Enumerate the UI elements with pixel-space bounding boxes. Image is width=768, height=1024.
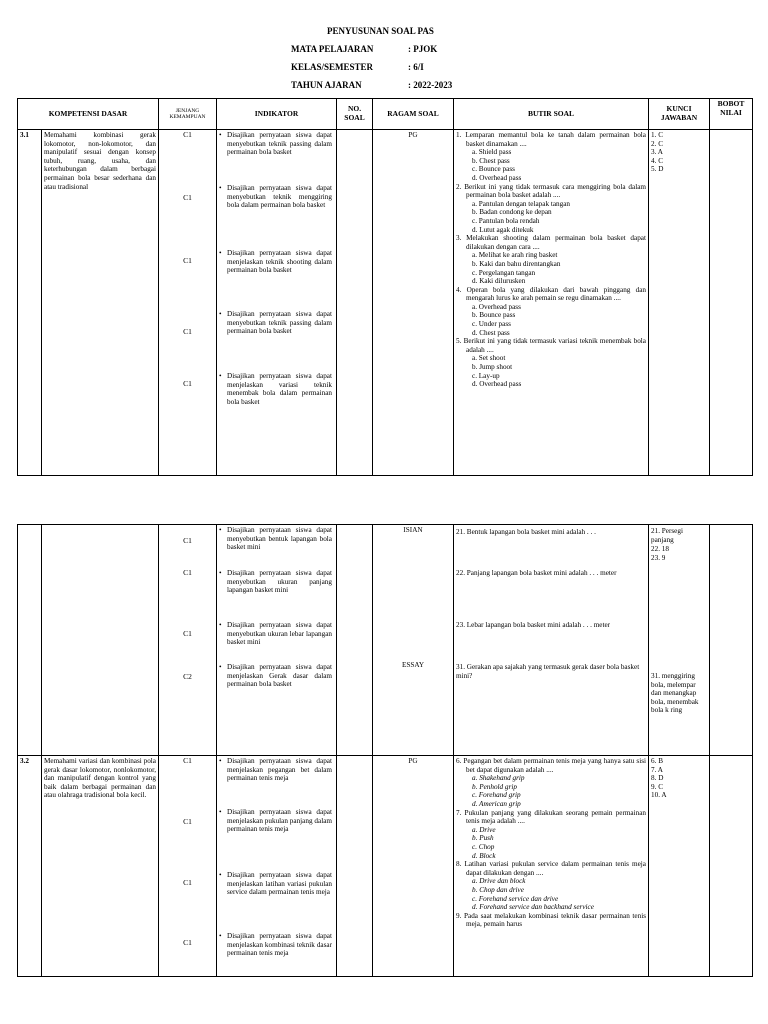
level: C1 (183, 756, 192, 765)
level: C1 (183, 256, 192, 265)
question: 6. Pegangan bet dalam permainan tenis meja yang hanya satu sisi bet dapat digunakan adalah .... (456, 757, 646, 774)
col-butir-soal: BUTIR SOAL (454, 99, 649, 130)
answer-key: 7. A (651, 765, 663, 774)
indicator: • Disajikan pernyataan siswa dapat menyebutkan teknik passing dalam permainan bola basket (219, 310, 332, 336)
option-text: a. Drive dan block (472, 877, 526, 886)
option: b. Bounce pass (472, 311, 516, 320)
option: a. Pantulan dengan telapak tangan (472, 199, 570, 208)
option (456, 826, 646, 835)
answer-key: 23. 9 (651, 554, 666, 562)
option (456, 800, 646, 809)
kd-text (42, 525, 159, 756)
option: d. Lutut agak ditekuk (472, 225, 534, 234)
kd-number: 3.2 (18, 756, 42, 977)
indicator: • Disajikan pernyataan siswa dapat menjelaskan latihan variasi pukulan service dalam permainan tenis meja (219, 871, 332, 897)
col-indikator: INDIKATOR (217, 99, 337, 130)
indicator: • Disajikan pernyataan siswa dapat menjelaskan kombinasi teknik dasar permainan tenis meja (219, 932, 332, 958)
option (456, 774, 646, 783)
level: C1 (183, 568, 192, 577)
ragam-soal: ESSAY (401, 661, 425, 669)
indicator-cell (217, 756, 337, 977)
option: d. Overhead pass (472, 380, 522, 389)
option: b. Badan condong ke depan (472, 208, 552, 217)
option-text: d. Forehand service dan backhand service (472, 903, 594, 912)
question: 8. Latihan variasi pukulan service dalam permainan tenis meja dapat dilakukan dengan .... (456, 860, 646, 877)
col-ragam-soal: RAGAM SOAL (373, 99, 454, 130)
indicator: • Disajikan pernyataan siswa dapat menyebutkan ukuran panjang lapangan basket mini (219, 569, 332, 595)
answer-key-cell (649, 525, 710, 756)
option-text: c. Forehand service dan drive (472, 894, 559, 903)
option: c. Lay-up (472, 371, 500, 380)
kd-number (18, 525, 42, 756)
answer-key: 22. 18 (651, 545, 669, 553)
ragam-soal: ISIAN (403, 526, 423, 534)
no-soal-cell (337, 130, 373, 476)
page-title: PENYUSUNAN SOAL PAS (327, 26, 434, 36)
option (456, 852, 646, 861)
col-no-soal: NO. SOAL (337, 99, 373, 130)
option (456, 791, 646, 800)
no-soal-cell (337, 756, 373, 977)
option (456, 783, 646, 792)
level: C1 (183, 327, 192, 336)
ragam-soal-cell (373, 525, 454, 756)
question-table-1 (17, 98, 753, 476)
answer-key-cell (649, 756, 710, 977)
option (456, 843, 646, 852)
level: C1 (183, 629, 192, 638)
level: C1 (183, 193, 192, 202)
answer-key: 21. Persegi panjang (651, 527, 683, 544)
col-kompetensi-dasar: KOMPETENSI DASAR (18, 99, 159, 130)
indicator: • Disajikan pernyataan siswa dapat menyebutkan ukuran lebar lapangan basket mini (219, 621, 332, 647)
kd-text: Memahami variasi dan kombinasi pola gerak dasar lokomotor, nonlokomotor, dan manipulatif dengan kontrol yang baik dalam berbagai permainan dan atau olahraga tradisional bola kecil. (42, 756, 159, 977)
option-text: b. Push (472, 834, 494, 843)
option: a. Melihat ke arah ring basket (472, 251, 558, 260)
question: 21. Bentuk lapangan bola basket mini adalah . . . (456, 528, 596, 536)
option-text: c. Chop (472, 842, 495, 851)
answer-key: 4. C (651, 156, 663, 165)
option-text: b. Chop dan drive (472, 885, 524, 894)
level: C1 (183, 817, 192, 826)
bobot-cell (710, 130, 753, 476)
level: C1 (183, 130, 192, 139)
subject-label: MATA PELAJARAN (291, 44, 374, 54)
level: C1 (183, 536, 192, 545)
indicator-cell (217, 130, 337, 476)
option (456, 877, 646, 886)
option: b. Jump shoot (472, 363, 513, 372)
option (456, 903, 646, 912)
indicator: • Disajikan pernyataan siswa dapat menyebutkan teknik menggiring bola dalam permainan bola basket (219, 184, 332, 210)
option: c. Under pass (472, 320, 511, 329)
indicator-cell (217, 525, 337, 756)
option (456, 895, 646, 904)
class-value: : 6/I (408, 62, 424, 72)
option: b. Chest pass (472, 156, 510, 165)
year-value: : 2022-2023 (408, 80, 453, 90)
option: a. Set shoot (472, 354, 506, 363)
ragam-soal: PG (373, 756, 454, 977)
option: d. Kaki dilurusken (472, 277, 526, 286)
answer-key: 1. C (651, 131, 663, 139)
question: 31. Gerakan apa sajakah yang termasuk gerak daser bola basket mini? (456, 663, 640, 680)
butir-soal-cell (454, 130, 649, 476)
question-table-2 (17, 524, 753, 977)
kd-number: 3.1 (18, 130, 42, 476)
question: 2. Berikut ini yang tidak termasuk cara menggiring bola dalam permainan bola basket adalah .... (456, 182, 646, 200)
bobot-cell (710, 525, 753, 756)
answer-key: 8. D (651, 774, 664, 783)
bobot-cell (710, 756, 753, 977)
question: 1. Lemparan memantul bola ke tanah dalam permainan bola basket dinamakan .... (456, 131, 646, 148)
answer-key: 5. D (651, 165, 664, 174)
option-text: b. Penhold grip (472, 782, 517, 791)
option-text: a. Drive (472, 825, 496, 834)
answer-key-cell (649, 130, 710, 476)
question: 23. Lebar lapangan bola basket mini adalah . . . meter (456, 621, 611, 629)
question: 4. Operan bola yang dilakukan dari bawah pinggang dan mengarah lurus ke arah pemain se regu dinamakan .... (456, 285, 646, 303)
ragam-soal: PG (373, 130, 454, 476)
option: a. Overhead pass (472, 302, 521, 311)
indicator: • Disajikan pernyataan siswa dapat menyebutkan bentuk lapangan bola basket mini (219, 526, 332, 552)
option (456, 834, 646, 843)
class-label: KELAS/SEMESTER (291, 62, 374, 72)
level: C1 (183, 938, 192, 947)
butir-soal-cell (454, 756, 649, 977)
option: d. Overhead pass (472, 173, 522, 182)
option: d. Chest pass (472, 328, 510, 337)
option: c. Pantulan bola rendah (472, 216, 540, 225)
question: 3. Melakukan shooting dalam permainan bola basket dapat dilakukan dengan cara .... (456, 234, 646, 251)
level: C2 (183, 672, 192, 681)
level-cell (159, 756, 217, 977)
kd-text: Memahami kombinasi gerak lokomotor, non-lokomotor, dan manipulatif sesuai dengan konsep tubuh, ruang, usaha, dan keterhubungan dalam berbagai permainan bola besar sederhana dan atau tradisional (42, 130, 159, 476)
option: c. Pergelangan tangan (472, 268, 536, 277)
question: 22. Panjang lapangan bola basket mini adalah . . . meter (456, 569, 617, 577)
level: C1 (183, 878, 192, 887)
answer-key: 2. C (651, 139, 663, 148)
answer-key: 31. menggiring bola, melempar dan menangkap bola, menembak bola k ring (651, 672, 699, 715)
indicator: • Disajikan pernyataan siswa dapat menjelaskan variasi teknik menembak bola dalam permainan bola basket (219, 372, 332, 406)
question: 7. Pukulan panjang yang dilakukan seorang pemain permainan tenis meja adalah .... (456, 808, 646, 826)
level-cell (159, 130, 217, 476)
no-soal-cell (337, 525, 373, 756)
butir-soal-cell (454, 525, 649, 756)
indicator: • Disajikan pernyataan siswa dapat menjelaskan teknik shooting dalam permainan bola basket (219, 249, 332, 275)
indicator: • Disajikan pernyataan siswa dapat menjelaskan Gerak dasar dalam permainan bola basket (219, 663, 332, 689)
indicator: • Disajikan pernyataan siswa dapat menjelaskan pegangan bet dalam permainan tenis meja (219, 757, 332, 783)
level: C1 (183, 379, 192, 388)
answer-key: 6. B (651, 757, 663, 765)
option-text: c. Forehand grip (472, 791, 521, 800)
indicator: • Disajikan pernyataan siswa dapat menyebutkan teknik passing dalam permainan bola basket (219, 131, 332, 157)
option: a. Shield pass (472, 148, 512, 157)
year-label: TAHUN AJARAN (291, 80, 362, 90)
subject-value: : PJOK (408, 44, 438, 54)
question: 5. Berikut ini yang tidak termasuk variasi teknik menembak bola adalah .... (456, 337, 646, 354)
answer-key: 9. C (651, 782, 663, 791)
option: c. Bounce pass (472, 165, 515, 174)
col-bobot-nilai: BOBOT NILAI (710, 99, 753, 130)
answer-key: 10. A (651, 791, 667, 800)
option-text: d. Block (472, 851, 496, 860)
answer-key: 3. A (651, 148, 663, 157)
option: b. Kaki dan bahu direntangkan (472, 259, 561, 268)
question: 9. Pada saat melakukan kombinasi teknik dasar permainan tenis meja, pemain harus (456, 911, 646, 929)
indicator: • Disajikan pernyataan siswa dapat menjelaskan pukulan panjang dalam permainan tenis meja (219, 808, 332, 834)
option (456, 886, 646, 895)
col-jenjang: JENJANG KEMAMPUAN (159, 99, 217, 130)
col-kunci-jawaban: KUNCI JAWABAN (649, 99, 710, 130)
option-text: d. American grip (472, 799, 521, 808)
option-text: a. Shakehand grip (472, 774, 525, 783)
level-cell (159, 525, 217, 756)
